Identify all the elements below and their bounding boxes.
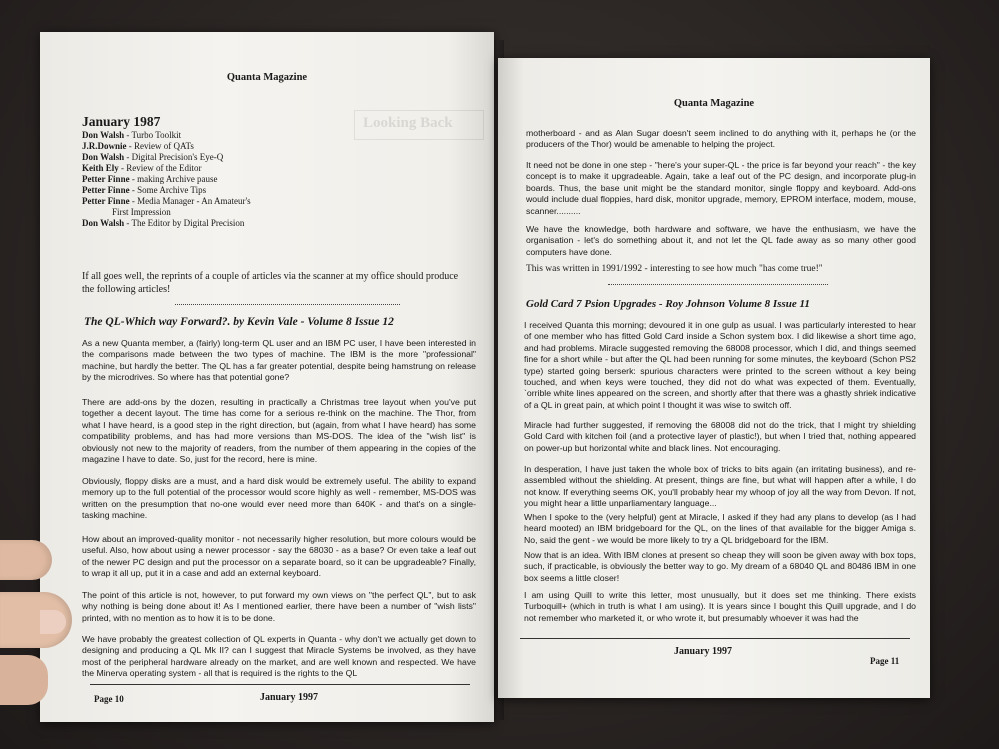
- article-paragraph: Miracle had further suggested, if removing the 68008 did not do the trick, that I might try shielding Gold Card with kitchen foil (and a protective layer of plastic!), but when I tried that, nothing appeared on power-up but horizontal white and black lines. Not encouraging.: [524, 420, 916, 453]
- article-paragraph: motherboard - and as Alan Sugar doesn't seem inclined to do anything with it, perhaps he (or the producers of the Thor) would be amenable to helping the project.: [526, 128, 916, 150]
- footer-date: January 1997: [674, 646, 733, 657]
- contents-item: Petter Finne - Some Archive Tips: [82, 185, 207, 195]
- article-paragraph: We have probably the greatest collection of QL experts in Quanta - why don't we actually get down to designing and producing a QL Mk II? can I suggest that Miracle Systems be involved, as they have most of the peripheral hardware already on the market, and are well known and respected. We have the Minerva operating system - all that is required is the rights to the QL: [82, 634, 476, 679]
- article-title: The QL-Which way Forward?. by Kevin Vale - Volume 8 Issue 12: [84, 316, 394, 328]
- article-paragraph: There are add-ons by the dozen, resulting in practically a Christmas tree layout when you've put together a decent layout. The time has come for a serious re-think on the machine. The Thor, from what I have heard, is a good step in the right direction, but (again, from what I have heard) has some compatibility problems, and has had more versions than MS-DOS. The idea of the "wish list" is obviously not new to the majority of readers, from the number of them appearing in the copies of the magazine I have to date. So, just for the record, here is mine.: [82, 397, 476, 465]
- page-number: Page 10: [94, 694, 124, 704]
- contents-item: Don Walsh - Turbo Toolkit: [82, 130, 182, 140]
- article-paragraph: I received Quanta this morning; devoured it in one gulp as usual. I was particularly interested to hear of one member who has fitted Gold Card inside a Schon system box. I did likewise a short time ago, and had problems. Miracle suggested removing the 68008 processor, which I did, and things seemed fine for a short while - but after the QL had been running for some minutes, the keyboard (Schon PS2 type) started going berserk: spurious characters were printed to the screen without a key being touched, and when keys were touched, they did not do what was expected of them. Eventually, `orrible white lines appeared on the screen, and shortly after that there was a ghastly shriek indicative of a QL in great pain, at which point I thought it was wise to switch off.: [524, 320, 916, 410]
- page-number: Page 11: [870, 656, 900, 666]
- contents-item: Petter Finne - making Archive pause: [82, 174, 218, 184]
- dotted-divider: [175, 304, 400, 305]
- contents-heading: January 1987: [82, 114, 161, 129]
- contents-item: Don Walsh - The Editor by Digital Precision: [82, 218, 245, 228]
- contents-item: First Impression: [112, 207, 171, 217]
- left-page-header: Quanta Magazine: [226, 72, 308, 83]
- article-paragraph: We have the knowledge, both hardware and software, we have the enthusiasm, we have the organisation - let's do something about it, and not let the QL fade away as so many other good computers have done.: [526, 224, 916, 257]
- footer-rule: [90, 684, 470, 685]
- ghost-heading: Looking Back: [354, 110, 484, 140]
- article-paragraph: How about an improved-quality monitor - not necessarily higher resolution, but more colours would be useful. Also, how about using a newer processor - say the 68030 - as a base? Or even take a leaf out of the newer PC design and put the processor on a separate board, so it can be upgradeable? Finally, to wrap it all up, put it in a case and add an external keyboard.: [82, 534, 476, 579]
- footer-date: January 1997: [260, 692, 319, 703]
- contents-item: J.R.Downie - Review of QATs: [82, 141, 194, 151]
- article-paragraph: Now that is an idea. With IBM clones at present so cheap they will soon be given away with box tops, such, if practicable, is obviously the better way to go. My dream of a 68040 QL and 80486 IBM in one box seems a little closer!: [524, 550, 916, 583]
- fingernail: [40, 610, 66, 634]
- article-paragraph: It need not be done in one step - "here's your super-QL - the price is far beyond your reach" - the key concept is to make it upgradeable. Again, take a leaf out of the PC design, and incorporate plug-in boards. Thus, the base unit might be the standard monitor, single floppy and keyboard. Add-ons would include dual floppies, hard disk, monitor upgrade, memory, EPROM interface, modem, mouse, scanner..........: [526, 160, 916, 216]
- thumb-finger: [0, 540, 52, 580]
- contents-item: Keith Ely - Review of the Editor: [82, 163, 202, 173]
- left-page: [40, 32, 494, 722]
- article-paragraph: I am using Quill to write this letter, most unusually, but it does set me thinking. There exists Turboquill+ (which in truth is what I am using). It is years since I bought this Quill upgrade, and I do not remember who marketed it, or who wrote it, but presumably whoever it was had the: [524, 590, 916, 623]
- middle-finger: [0, 655, 48, 705]
- article-title: Gold Card 7 Psion Upgrades - Roy Johnson Volume 8 Issue 11: [526, 298, 810, 310]
- article-paragraph: When I spoke to the (very helpful) gent at Miracle, I asked if they had any plans to develop (as I had heard mooted) an IBM bridgeboard for the QL, on the lines of that available for the bigger Amiga s. No, said the gent - we would be more likely to try a QL bridgeboard for the IBM.: [524, 512, 916, 545]
- contents-item: Don Walsh - Digital Precision's Eye-Q: [82, 152, 224, 162]
- intro-text: If all goes well, the reprints of a couple of articles via the scanner at my office should produce the following articles!: [82, 271, 459, 295]
- dotted-divider: [608, 284, 828, 285]
- right-page-header: Quanta Magazine: [673, 98, 755, 109]
- contents-list: [82, 114, 251, 229]
- article-paragraph: Obviously, floppy disks are a must, and a hard disk would be extremely useful. The ability to expand memory up to the full potential of the processor would score highly as well - remember, MS-DOS was written on the presumption that no-one would ever need more than 640K - and that's on a single-tasking machine.: [82, 476, 476, 521]
- article-paragraph: In desperation, I have just taken the whole box of tricks to bits again (an irritating business), and re-assembled without the shielding. At present, things are fine, but what will happen after a while, I do not know. If everything seems OK, you'll probably hear my whoop of joy all the way from Devon. If not, you might hear a little unparliamentary language...: [524, 464, 916, 509]
- contents-item: Petter Finne - Media Manager - An Amateur's: [82, 196, 251, 206]
- article-paragraph: The point of this article is not, however, to put forward my own views on "the perfect QL", but to ask why nothing is being done about it! As I mentioned earlier, there have been a number of "wish lists" printed, with no mention as to how it is to be done.: [82, 590, 476, 623]
- right-page: [498, 58, 930, 698]
- article-paragraph: As a new Quanta member, a (fairly) long-term QL user and an IBM PC user, I have been interested in the comparisons made between the two types of machine. The IBM is the more "professional" machine, but hardly the better. The QL has a far greater potential, despite being hamstrung on release by the microdrives. So where has that potential gone?: [82, 338, 476, 383]
- footer-rule: [520, 638, 910, 639]
- editor-note: This was written in 1991/1992 - interesting to see how much "has come true!": [526, 264, 823, 274]
